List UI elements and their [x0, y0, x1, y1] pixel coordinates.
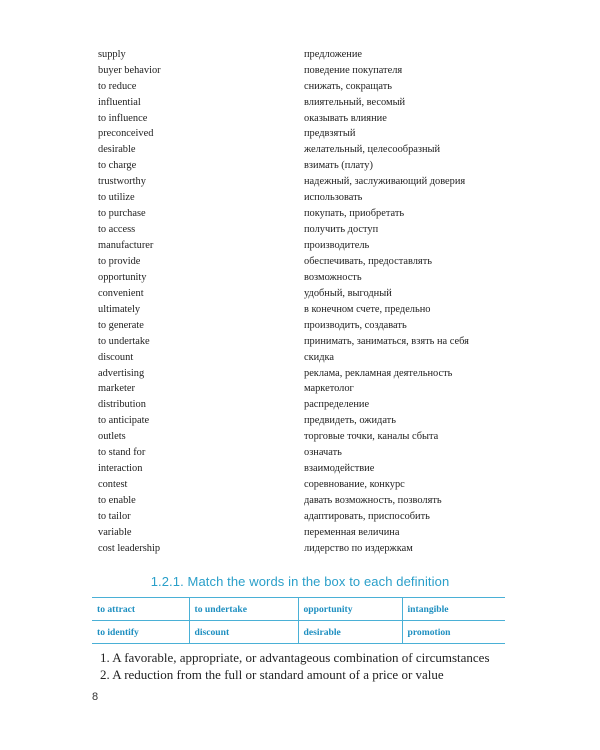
vocab-russian-translation: возможность	[304, 271, 362, 283]
vocab-english-term: desirable	[98, 144, 136, 156]
vocab-russian-translation: производить, создавать	[304, 319, 407, 331]
word-box-cell: intangible	[402, 598, 505, 621]
vocab-row	[98, 334, 518, 350]
word-box-cell: to identify	[92, 621, 189, 644]
vocab-row	[98, 111, 518, 127]
word-box-cell: discount	[189, 621, 298, 644]
vocab-row	[98, 382, 518, 398]
vocab-russian-translation: обеспечивать, предоставлять	[304, 255, 432, 267]
vocab-russian-translation: предложение	[304, 48, 363, 60]
word-box-cell: desirable	[298, 621, 402, 644]
vocab-russian-translation: реклама, рекламная деятельность	[304, 367, 453, 379]
vocab-english-term: to undertake	[98, 335, 150, 347]
vocab-english-term: influential	[98, 96, 141, 108]
vocab-row	[98, 270, 518, 286]
vocab-english-term: trustworthy	[98, 176, 146, 188]
vocab-english-term: outlets	[98, 431, 126, 443]
vocab-english-term: to influence	[98, 112, 148, 124]
definition-item: 1. A favorable, appropriate, or advantageous combination of circumstances	[100, 650, 490, 665]
vocab-row	[98, 127, 518, 143]
vocab-english-term: to purchase	[98, 208, 146, 220]
vocab-russian-translation: распределение	[304, 399, 370, 411]
vocab-russian-translation: предвидеть, ожидать	[304, 415, 396, 427]
vocab-english-term: to enable	[98, 495, 136, 507]
vocab-russian-translation: давать возможность, позволять	[304, 495, 442, 507]
word-box-row	[92, 621, 505, 644]
vocab-row	[98, 254, 518, 270]
vocab-row	[98, 430, 518, 446]
vocab-row	[98, 541, 518, 557]
vocab-russian-translation: в конечном счете, предельно	[304, 303, 431, 315]
vocab-russian-translation: снижать, сокращать	[304, 80, 393, 92]
vocab-english-term: preconceived	[98, 128, 154, 140]
vocab-english-term: to generate	[98, 319, 144, 331]
vocab-russian-translation: скидка	[304, 351, 335, 363]
vocab-russian-translation: надежный, заслуживающий доверия	[304, 176, 466, 188]
vocab-russian-translation: взаимодействие	[304, 463, 375, 475]
vocab-row	[98, 461, 518, 477]
definitions-list	[100, 649, 490, 683]
vocab-english-term: to access	[98, 224, 136, 236]
vocab-russian-translation: поведение покупателя	[304, 64, 403, 76]
vocab-russian-translation: адаптировать, приспособить	[304, 510, 430, 522]
vocab-row	[98, 143, 518, 159]
vocab-row	[98, 318, 518, 334]
vocab-english-term: marketer	[98, 383, 135, 395]
vocab-row	[98, 302, 518, 318]
vocab-english-term: advertising	[98, 367, 145, 379]
vocab-russian-translation: влиятельный, весомый	[304, 96, 406, 108]
vocab-row	[98, 366, 518, 382]
vocab-row	[98, 286, 518, 302]
vocab-row	[98, 79, 518, 95]
word-box-cell: promotion	[407, 626, 451, 638]
vocab-russian-translation: предвзятый	[304, 128, 356, 140]
vocab-row	[98, 95, 518, 111]
vocab-english-term: to charge	[98, 160, 137, 172]
vocab-english-term: contest	[98, 479, 128, 491]
vocab-russian-translation: использовать	[304, 192, 363, 204]
vocab-english-term: to tailor	[98, 510, 131, 522]
exercise-title: 1.2.1. Match the words in the box to each definition	[150, 574, 450, 589]
vocab-row	[98, 350, 518, 366]
vocab-row	[98, 525, 518, 541]
vocab-english-term: to provide	[98, 255, 141, 267]
vocab-row	[98, 222, 518, 238]
word-box-cell: to attract	[92, 598, 189, 621]
vocab-english-term: to reduce	[98, 80, 137, 92]
vocab-row	[98, 493, 518, 509]
page-number: 8	[92, 691, 99, 703]
vocab-row	[98, 414, 518, 430]
definition-item: 2. A reduction from the full or standard amount of a price or value	[100, 667, 444, 682]
vocab-russian-translation: взимать (плату)	[304, 160, 373, 172]
word-box	[92, 597, 505, 644]
vocab-russian-translation: оказывать влияние	[304, 112, 387, 124]
vocab-english-term: manufacturer	[98, 240, 154, 252]
vocab-row	[98, 509, 518, 525]
vocab-russian-translation: соревнование, конкурс	[304, 479, 405, 491]
vocab-row	[98, 175, 518, 191]
vocab-russian-translation: маркетолог	[304, 383, 354, 395]
vocab-russian-translation: получить доступ	[304, 224, 379, 236]
vocab-row	[98, 238, 518, 254]
vocab-english-term: to utilize	[98, 192, 135, 204]
vocab-english-term: distribution	[98, 399, 146, 411]
vocab-russian-translation: покупать, приобретать	[304, 208, 405, 220]
vocab-english-term: cost leadership	[98, 542, 161, 554]
vocab-row	[98, 398, 518, 414]
vocab-english-term: variable	[98, 526, 132, 538]
word-box-cell: opportunity	[298, 598, 402, 621]
vocab-english-term: buyer behavior	[98, 64, 161, 76]
vocab-row	[98, 477, 518, 493]
vocab-english-term: opportunity	[98, 271, 147, 283]
vocab-row	[98, 159, 518, 175]
vocab-row	[98, 47, 518, 63]
vocab-russian-translation: желательный, целесообразный	[304, 144, 441, 156]
vocab-russian-translation: лидерство по издержкам	[304, 542, 413, 554]
vocab-english-term: supply	[98, 48, 126, 60]
vocab-russian-translation: производитель	[304, 240, 370, 252]
vocab-russian-translation: торговые точки, каналы сбыта	[304, 431, 439, 443]
vocab-row	[98, 190, 518, 206]
vocab-russian-translation: удобный, выгодный	[304, 287, 392, 299]
vocab-russian-translation: принимать, заниматься, взять на себя	[304, 335, 469, 347]
vocab-english-term: discount	[98, 351, 134, 363]
vocab-english-term: ultimately	[98, 303, 141, 315]
vocab-row	[98, 445, 518, 461]
vocab-russian-translation: означать	[304, 447, 342, 459]
vocab-english-term: to stand for	[98, 447, 146, 459]
vocab-row	[98, 206, 518, 222]
word-box-cell: to undertake	[189, 598, 298, 621]
vocab-english-term: to anticipate	[98, 415, 150, 427]
vocab-russian-translation: переменная величина	[304, 526, 400, 538]
word-box-row	[92, 598, 505, 621]
vocabulary-list	[98, 47, 518, 557]
vocab-row	[98, 63, 518, 79]
vocab-english-term: convenient	[98, 287, 144, 299]
vocab-english-term: interaction	[98, 463, 143, 475]
